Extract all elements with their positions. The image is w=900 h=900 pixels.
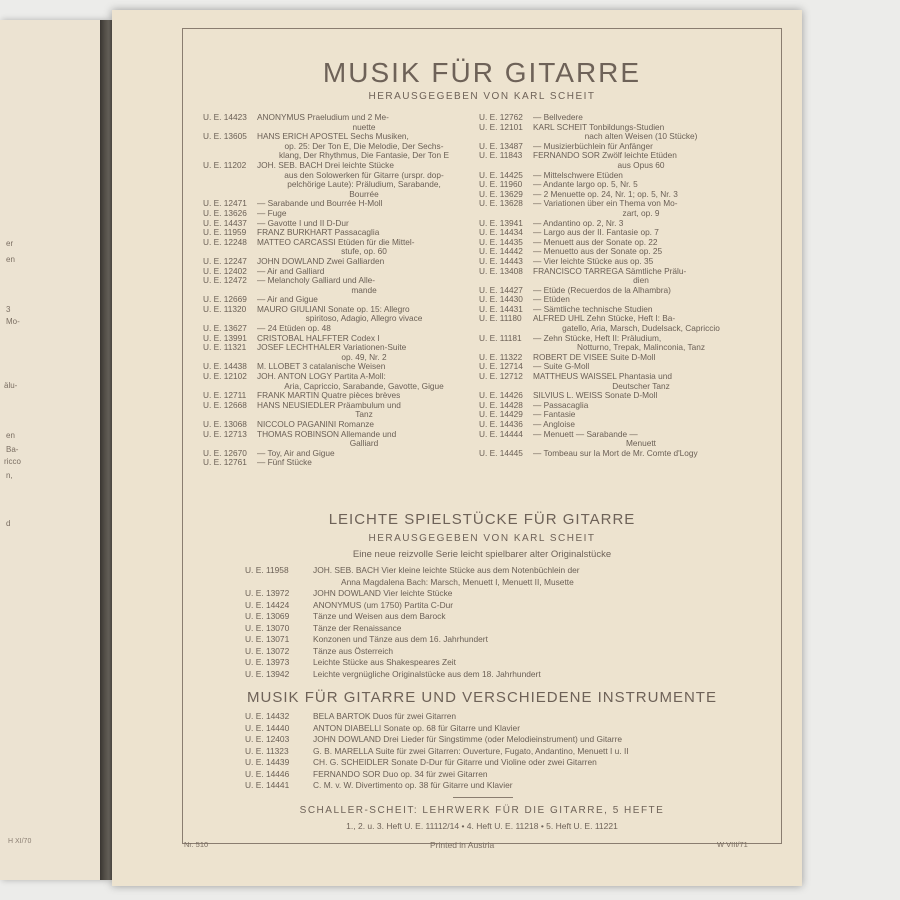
entry-title: — Gavotte I und II D-Dur — [257, 217, 349, 228]
list-item — [245, 646, 580, 658]
catalog-number: U. E. 14423 — [203, 112, 247, 122]
entry-title: Leichte Stücke aus Shakespeares Zeit — [313, 657, 456, 667]
entry-title: ANONYMUS (um 1750) Partita C-Dur — [313, 599, 454, 610]
catalog-number: U. E. 13071 — [245, 634, 290, 644]
list-item — [203, 343, 471, 353]
catalog-number: U. E. 11322 — [479, 351, 523, 362]
catalog-number: U. E. 13629 — [479, 188, 523, 199]
list-item — [245, 757, 629, 769]
page-subtitle: HERAUSGEGEBEN VON KARL SCHEIT — [368, 91, 596, 102]
list-item — [245, 711, 629, 723]
entry-detail: Bourrée — [349, 188, 379, 199]
list-item — [245, 769, 629, 781]
catalog-number: U. E. 14429 — [479, 409, 523, 420]
entry-title: THOMAS ROBINSON Allemande und — [257, 428, 397, 439]
entry-title: FRANCISCO TARREGA Sämtliche Prälu- — [533, 265, 687, 276]
entry-detail: op. 49, Nr. 2 — [341, 351, 387, 362]
entry-title: — Melancholy Galliard und Alle- — [257, 275, 376, 286]
spacer — [203, 171, 257, 181]
entry-title: FERNANDO SOR Zwölf leichte Etüden — [533, 150, 677, 161]
entry-title: — Fuge — [257, 207, 287, 218]
catalog-number: U. E. 14432 — [245, 711, 290, 721]
footer-right: W VIII/71 — [717, 840, 748, 849]
back-page-fragment: Mo- — [6, 317, 20, 326]
entry-title: — Angloise — [533, 419, 575, 429]
list-item — [245, 657, 580, 669]
page-title: MUSIK FÜR GITARRE — [322, 57, 642, 88]
catalog-number: U. E. 14446 — [245, 768, 290, 779]
catalog-number: U. E. 11180 — [479, 313, 522, 324]
entry-title: JOHN DOWLAND Vier leichte Stücke — [313, 588, 453, 598]
entry-title: — Andante largo op. 5, Nr. 5 — [533, 179, 638, 190]
catalog-number: U. E. 12403 — [245, 734, 290, 744]
catalog-number: U. E. 14436 — [479, 419, 523, 429]
entry-title: JOH. SEB. BACH Drei leichte Stücke — [257, 159, 394, 170]
entry-title: — Sämtliche technische Studien — [533, 303, 653, 314]
entry-title: ALFRED UHL Zehn Stücke, Heft I: Ba- — [533, 313, 676, 324]
catalog-number: U. E. 14444 — [479, 428, 523, 439]
list-item — [245, 600, 580, 612]
entry-title: SILVIUS L. WEISS Sonate D-Moll — [533, 390, 658, 401]
entry-title: Tänze der Renaissance — [313, 622, 402, 633]
catalog-number: U. E. 13487 — [479, 140, 523, 151]
divider — [453, 797, 513, 798]
catalog-number: U. E. 12402 — [203, 265, 247, 276]
entry-title: — Bellvedere — [533, 112, 583, 122]
entry-title: — Variationen über ein Thema von Mo- — [533, 198, 678, 209]
entry-detail: gatello, Aria, Marsch, Dudelsack, Capriccio — [562, 323, 720, 334]
section4-title: SCHALLER-SCHEIT: LEHRWERK FÜR DIE GITARRE, 5 HEFTE — [299, 805, 665, 816]
catalog-number: U. E. 13627 — [203, 323, 247, 334]
catalog-number: U. E. 11202 — [203, 159, 247, 170]
entry-title: — Menuett aus der Sonate op. 22 — [533, 236, 658, 247]
entry-title: — Largo aus der II. Fantasie op. 7 — [533, 227, 659, 238]
entry-title: ROBERT DE VISEE Suite D-Moll — [533, 351, 656, 362]
catalog-number: U. E. 11320 — [203, 303, 247, 314]
catalog-number: U. E. 14430 — [479, 294, 523, 305]
catalog-number: U. E. 14445 — [479, 447, 523, 458]
footer-left: Nr. 510 — [184, 840, 209, 849]
catalog-number: U. E. 12711 — [203, 390, 247, 401]
catalog-number: U. E. 12714 — [479, 361, 523, 372]
catalog-number: U. E. 14442 — [479, 246, 523, 257]
entry-title: C. M. v. W. Divertimento op. 38 für Gitarre und Klavier — [313, 780, 513, 790]
entry-title: ANONYMUS Praeludium und 2 Me- — [257, 112, 389, 122]
list-item — [203, 238, 471, 248]
back-page — [0, 20, 108, 880]
catalog-number: U. E. 12247 — [203, 255, 247, 266]
catalog-number: U. E. 12762 — [479, 112, 523, 122]
entry-title: ANTON DIABELLI Sonate op. 68 für Gitarre und Klavier — [313, 722, 520, 733]
list-item — [479, 199, 749, 209]
list-item — [479, 430, 749, 440]
back-page-fragment: en — [6, 255, 15, 264]
section2-title: LEICHTE SPIELSTÜCKE FÜR GITARRE — [328, 511, 636, 528]
list-item — [245, 669, 580, 681]
catalog-number: U. E. 14439 — [245, 757, 290, 767]
catalog-number: U. E. 12712 — [479, 371, 523, 382]
back-page-fragment: en — [6, 431, 15, 440]
entry-title: — Zehn Stücke, Heft II: Präludium, — [533, 332, 662, 343]
section2-subtitle: HERAUSGEGEBEN VON KARL SCHEIT — [368, 533, 596, 544]
catalog-number: U. E. 11959 — [203, 227, 247, 238]
back-page-fragment: d — [6, 519, 11, 528]
section2-note: Eine neue reizvolle Serie leicht spielbarer alter Originalstücke — [352, 549, 612, 560]
catalog-number: U. E. 14437 — [203, 217, 247, 228]
list-item-continuation — [245, 577, 580, 589]
catalog-number: U. E. 14438 — [203, 361, 247, 372]
list-item — [245, 623, 580, 635]
list-item — [479, 449, 749, 459]
entry-title: MAURO GIULIANI Sonate op. 15: Allegro — [257, 303, 410, 314]
entry-title: FRANZ BURKHART Passacaglia — [257, 227, 380, 238]
entry-title: — Toy, Air and Gigue — [257, 447, 335, 458]
entry-title: JOHN DOWLAND Drei Lieder für Singstimme (oder Melodieinstrument) und Gitarre — [313, 734, 623, 744]
section2-list — [245, 565, 580, 680]
catalog-number: U. E. 14425 — [479, 169, 523, 180]
list-item — [479, 267, 749, 277]
entry-title: Tänze aus Österreich — [313, 645, 394, 656]
catalog-number: U. E. 13942 — [245, 668, 290, 679]
catalog-number: U. E. 14443 — [479, 255, 523, 266]
back-page-fragment: 3 — [6, 305, 11, 314]
back-page-fragment: n, — [6, 471, 13, 480]
catalog-number: U. E. 12761 — [203, 457, 247, 468]
catalog-number: U. E. 13973 — [245, 657, 290, 667]
list-item — [245, 588, 580, 600]
catalog-number: U. E. 12472 — [203, 275, 247, 286]
list-item — [203, 276, 471, 286]
catalog-number: U. E. 13070 — [245, 622, 290, 633]
list-item — [245, 611, 580, 623]
entry-title: — Tombeau sur la Mort de Mr. Comte d'Logy — [533, 447, 698, 458]
catalog-number: U. E. 14441 — [245, 780, 290, 790]
back-page-fragment: ricco — [4, 457, 21, 466]
catalog-number: U. E. 13408 — [479, 265, 523, 276]
catalog-number: U. E. 12101 — [479, 121, 523, 132]
entry-title: — Suite G-Moll — [533, 361, 590, 372]
entry-title: — Etüden — [533, 294, 570, 305]
catalog-number: U. E. 13991 — [203, 332, 247, 343]
entry-detail: stufe, op. 60 — [341, 246, 387, 257]
section4-subtitle: 1., 2. u. 3. Heft U. E. 11112/14 • 4. Heft U. E. 11218 • 5. Heft U. E. 11221 — [346, 821, 618, 831]
catalog-number: U. E. 13628 — [479, 198, 523, 209]
catalog-number: U. E. 14440 — [245, 722, 290, 733]
catalog-number: U. E. 11958 — [245, 565, 289, 575]
page-frame — [182, 28, 782, 844]
catalog-number: U. E. 14424 — [245, 599, 290, 610]
entry-title: HANS NEUSIEDLER Präambulum und — [257, 399, 401, 410]
list-item — [203, 401, 471, 411]
catalog-number: U. E. 14434 — [479, 227, 523, 238]
catalog-number: U. E. 14426 — [479, 390, 523, 401]
entry-title: KARL SCHEIT Tonbildungs-Studien — [533, 121, 665, 132]
entry-title: JOH. ANTON LOGY Partita A-Moll: — [257, 371, 386, 382]
right-column — [479, 113, 749, 458]
entry-detail: klang, Der Rhythmus, Die Fantasie, Der Ton E — [278, 150, 449, 161]
catalog-number: U. E. 11960 — [479, 179, 523, 190]
entry-title: NICCOLO PAGANINI Romanze — [257, 419, 374, 429]
left-column — [203, 113, 471, 468]
catalog-number: U. E. 12713 — [203, 428, 247, 439]
entry-detail: Aria, Capriccio, Sarabande, Gavotte, Gigue — [284, 380, 444, 391]
back-page-footer: H XI/70 — [8, 838, 32, 845]
entry-title: Leichte vergnügliche Originalstücke aus dem 18. Jahrhundert — [313, 668, 541, 679]
entry-title: Konzonen und Tänze aus dem 16. Jahrhundert — [313, 634, 488, 644]
entry-title: HANS ERICH APOSTEL Sechs Musiken, — [257, 131, 409, 142]
entry-detail: Anna Magdalena Bach: Marsch, Menuett I, Menuett II, Musette — [341, 576, 574, 587]
entry-title: JOHN DOWLAND Zwei Galliarden — [257, 255, 385, 266]
entry-detail: mande — [351, 284, 377, 295]
catalog-number: U. E. 12102 — [203, 371, 247, 382]
entry-title: — Menuett — Sarabande — — [533, 428, 638, 439]
section3-title: MUSIK FÜR GITARRE UND VERSCHIEDENE INSTRUMENTE — [247, 689, 717, 706]
catalog-number: U. E. 11843 — [479, 150, 523, 161]
catalog-page — [112, 10, 802, 886]
entry-detail: Menuett — [626, 438, 656, 449]
entry-detail: zart, op. 9 — [622, 207, 660, 218]
catalog-number: U. E. 14427 — [479, 284, 523, 295]
list-item-continuation — [203, 180, 471, 190]
catalog-number: U. E. 13068 — [203, 419, 247, 429]
entry-title: — Passacaglia — [533, 399, 589, 410]
entry-title: G. B. MARELLA Suite für zwei Gitarren: Ouverture, Fugato, Andantino, Menuett I u. II — [313, 745, 629, 756]
spacer — [203, 180, 257, 190]
list-item — [203, 430, 471, 440]
entry-title: — Fünf Stücke — [257, 457, 312, 468]
entry-detail: dien — [633, 275, 649, 286]
entry-detail: pelchörige Laute): Präludium, Sarabande, — [287, 179, 441, 190]
list-item — [245, 780, 629, 792]
catalog-number: U. E. 12670 — [203, 447, 247, 458]
entry-detail: Deutscher Tanz — [612, 380, 670, 391]
entry-detail: Tanz — [355, 409, 373, 420]
entry-title: MATTEO CARCASSI Etüden für die Mittel- — [257, 236, 415, 247]
catalog-number: U. E. 12248 — [203, 236, 247, 247]
catalog-number: U. E. 11321 — [203, 342, 247, 353]
list-item — [245, 634, 580, 646]
entry-title: — Air and Gigue — [257, 294, 318, 305]
entry-title: — 24 Etüden op. 48 — [257, 323, 331, 334]
entry-title: — Fantasie — [533, 409, 576, 420]
entry-detail: op. 25: Der Ton E, Die Melodie, Der Sechs- — [284, 140, 444, 151]
spacer — [203, 142, 257, 152]
entry-title: MATTHEUS WAISSEL Phantasia und — [533, 371, 672, 382]
entry-title: — Vier leichte Stücke aus op. 35 — [533, 255, 654, 266]
back-page-fragment: älu- — [4, 381, 18, 390]
entry-title: JOH. SEB. BACH Vier kleine leichte Stücke aus dem Notenbüchlein der — [313, 565, 580, 575]
entry-title: CRISTOBAL HALFFTER Codex I — [257, 332, 380, 343]
catalog-number: U. E. 13972 — [245, 588, 290, 598]
list-item — [245, 746, 629, 758]
entry-title: JOSEF LECHTHALER Variationen-Suite — [257, 342, 407, 353]
catalog-number: U. E. 13605 — [203, 131, 247, 142]
entry-title: CH. G. SCHEIDLER Sonate D-Dur für Gitarre und Violine oder zwei Gitarren — [313, 757, 597, 767]
entry-detail: aus Opus 60 — [617, 159, 665, 170]
entry-title: M. LLOBET 3 catalanische Weisen — [257, 361, 386, 372]
list-item — [245, 723, 629, 735]
catalog-number: U. E. 14431 — [479, 303, 523, 314]
entry-title: — Andantino op. 2, Nr. 3 — [533, 217, 624, 228]
catalog-number: U. E. 12668 — [203, 399, 247, 410]
catalog-number: U. E. 13069 — [245, 611, 290, 621]
entry-detail: nuette — [352, 121, 376, 132]
catalog-number: U. E. 12669 — [203, 294, 247, 305]
catalog-number: U. E. 13941 — [479, 217, 523, 228]
back-page-fragment: er — [6, 239, 14, 248]
entry-detail: spiritoso, Adagio, Allegro vivace — [305, 313, 423, 324]
entry-detail: aus den Solowerken für Gitarre (urspr. dop- — [284, 169, 444, 180]
entry-detail: nach alten Weisen (10 Stücke) — [584, 131, 698, 142]
list-item — [245, 565, 580, 577]
catalog-number: U. E. 11323 — [245, 745, 289, 756]
entry-detail: Notturno, Trepak, Malinconia, Tanz — [576, 342, 706, 353]
footer-center: Printed in Austria — [430, 840, 495, 850]
list-item — [245, 734, 629, 746]
catalog-number: U. E. 14435 — [479, 236, 523, 247]
catalog-number: U. E. 13072 — [245, 645, 290, 656]
list-item — [203, 113, 471, 123]
entry-title: FERNANDO SOR Duo op. 34 für zwei Gitarren — [313, 768, 488, 779]
catalog-number: U. E. 13626 — [203, 207, 247, 218]
entry-title: — 2 Menuette op. 24, Nr. 1; op. 5, Nr. 3 — [533, 188, 678, 199]
entry-title: — Menuetto aus der Sonate op. 25 — [533, 246, 663, 257]
entry-title: — Sarabande und Bourrée H-Moll — [257, 198, 383, 209]
entry-title: Tänze und Weisen aus dem Barock — [313, 611, 446, 621]
back-page-fragment: Ba- — [6, 445, 19, 454]
section3-list — [245, 711, 629, 792]
catalog-number: U. E. 12471 — [203, 198, 247, 209]
entry-detail: Galliard — [349, 438, 379, 449]
spacer — [245, 577, 313, 589]
entry-title: BELA BARTOK Duos für zwei Gitarren — [313, 711, 457, 721]
entry-title: — Air and Galliard — [257, 265, 325, 276]
entry-title: FRANK MARTIN Quatre pièces brèves — [257, 390, 401, 401]
catalog-number: U. E. 14428 — [479, 399, 523, 410]
catalog-number: U. E. 11181 — [479, 332, 522, 343]
entry-title: — Mittelschwere Etüden — [533, 169, 623, 180]
entry-title: — Musizierbüchlein für Anfänger — [533, 140, 653, 151]
entry-title: — Etüde (Recuerdos de la Alhambra) — [533, 284, 671, 295]
list-item — [203, 458, 471, 468]
list-item — [479, 151, 749, 161]
